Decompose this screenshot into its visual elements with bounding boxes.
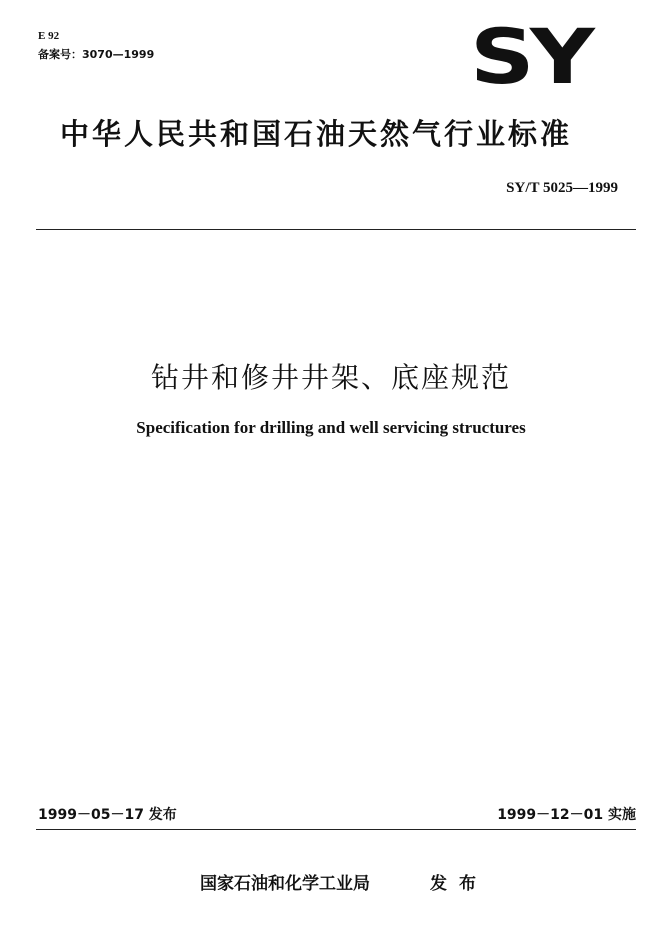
standard-code: SY/T 5025—1999 bbox=[506, 180, 618, 196]
document-title-english: Specification for drilling and well servicing structures bbox=[136, 418, 526, 437]
record-number: 备案号：3070—1999 bbox=[38, 48, 155, 61]
implementation-date: 1999－12－01 实施 bbox=[497, 807, 636, 823]
bottom-divider bbox=[36, 829, 636, 830]
document-title-chinese: 钻井和修井井架、底座规范 bbox=[150, 361, 511, 394]
top-divider bbox=[36, 229, 636, 230]
publish-label: 发布 bbox=[430, 874, 488, 894]
classification-code: E 92 bbox=[38, 30, 60, 42]
issue-date: 1999－05－17 发布 bbox=[38, 807, 177, 823]
sy-logo: SY bbox=[470, 12, 591, 101]
industry-standard-title: 中华人民共和国石油天然气行业标准 bbox=[60, 117, 573, 151]
publisher-name: 国家石油和化学工业局 bbox=[200, 874, 370, 894]
